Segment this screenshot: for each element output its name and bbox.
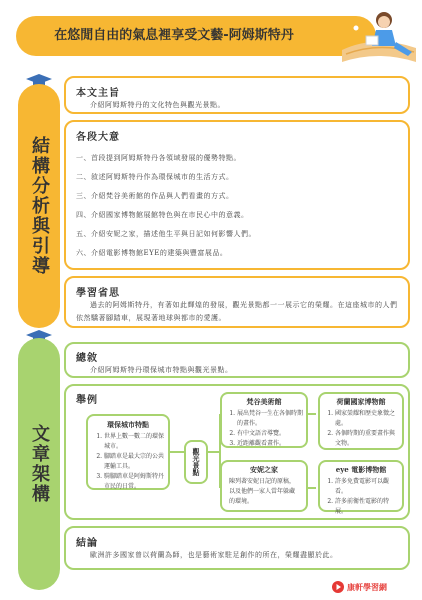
list-item: 1. 國家榮耀和歷史象徵之處。 [335, 409, 399, 429]
eye-film-museum-node [318, 460, 404, 515]
list-item: 三、介紹梵谷美術館的作品與人們看畫的方式。 [76, 192, 234, 200]
reflection-text: 過去的阿姆斯特丹，有著如此輝煌的發展，觀光景點都一一展示它的榮耀。在這座城市的人們依然驕著腳踏車，展現著地球與都市的愛護。 [76, 301, 398, 322]
paragraph-summary-title: 各段大意 [76, 132, 120, 143]
reflection-card [64, 276, 410, 328]
reading-girl-illustration [336, 4, 422, 66]
van-gogh-museum-node [220, 392, 308, 448]
rijksmuseum-title: 荷蘭國家博物館 [336, 397, 386, 406]
brand-name: 康軒學習網 [347, 582, 387, 592]
list-item: 四、介紹國家博物館展館特色與在市民心中的意義。 [76, 211, 249, 219]
eye-film-title: eye 電影博物館 [335, 465, 387, 474]
rijksmuseum-node [318, 392, 404, 450]
list-item: 2. 各個時期的重要畫作與文物。 [335, 429, 399, 449]
conclusion-card [64, 526, 410, 570]
main-idea-card [64, 76, 410, 114]
paragraph-summary-card [64, 120, 410, 270]
list-item: 五、介紹安妮之家，描述他生平與日記如何影響人們。 [76, 230, 256, 238]
anne-frank-house-node [220, 460, 308, 512]
list-item: 六、介紹電影博物館EYE的建築與豐富展品。 [76, 249, 228, 257]
conclusion-title: 結論 [76, 538, 98, 549]
list-item: 1. 展出梵谷一生在各個時期的畫作。 [237, 409, 303, 429]
overview-title: 總敘 [76, 353, 98, 364]
conclusion-text: 歐洲許多國家曾以荷蘭為師，也是藝術家駐足創作的所在，榮耀盡顯於此。 [90, 551, 338, 559]
list-item: 1. 許多免費電影可以觀看。 [335, 477, 399, 497]
list-item: 一、首段提到阿姆斯特丹各領域發展的優勢特點。 [76, 154, 241, 162]
anne-frank-title: 安妮之家 [250, 465, 278, 474]
brand-logo[interactable] [332, 580, 416, 594]
list-item: 2. 許多前衛性電影的特展。 [335, 497, 399, 517]
rijksmuseum-list [323, 409, 399, 449]
page-title: 在悠閒自由的氣息裡享受文藝-阿姆斯特丹 [54, 28, 294, 43]
list-item: 二、敘述阿姆斯特丹作為環保城市的生活方式。 [76, 173, 234, 181]
composition-section-label: 文章架構 [18, 338, 60, 590]
list-item: 2. 腳踏車是最大宗的公共運輸工具。 [104, 452, 164, 472]
list-item: 3. 騎腳踏車是阿姆斯特丹市民的日常。 [104, 472, 164, 492]
main-idea-title: 本文主旨 [76, 88, 120, 99]
overview-text: 介紹阿姆斯特丹環保城市特點與觀光景點。 [90, 366, 233, 374]
main-idea-text: 介紹阿姆斯特丹的文化特色與觀光景點。 [90, 101, 225, 109]
list-item: 3. 近距離觀看畫作。 [237, 439, 303, 449]
anne-frank-text: 陳列著安妮日記的原稿，以及他們一家人當年躲藏的環境。 [229, 478, 296, 505]
examples-title: 舉例 [76, 395, 98, 406]
analysis-section-label: 結構分析與引導 [18, 84, 60, 328]
list-item: 1. 世界上數一數二的環保城市。 [104, 432, 164, 452]
eye-film-list [323, 477, 399, 517]
reflection-title: 學習省思 [76, 288, 120, 299]
van-gogh-list [225, 409, 303, 449]
green-city-list [92, 432, 164, 492]
tourist-spots-label: 觀光景點 [192, 448, 201, 476]
play-icon [332, 581, 344, 593]
green-city-node [86, 414, 170, 490]
green-city-title: 環保城市特點 [107, 420, 149, 429]
van-gogh-title: 梵谷美術館 [246, 397, 282, 406]
overview-card [64, 342, 410, 378]
list-item: 2. 有中文語音導覽。 [237, 429, 303, 439]
tourist-spots-node [184, 440, 208, 484]
paragraph-summary-list [76, 149, 398, 263]
